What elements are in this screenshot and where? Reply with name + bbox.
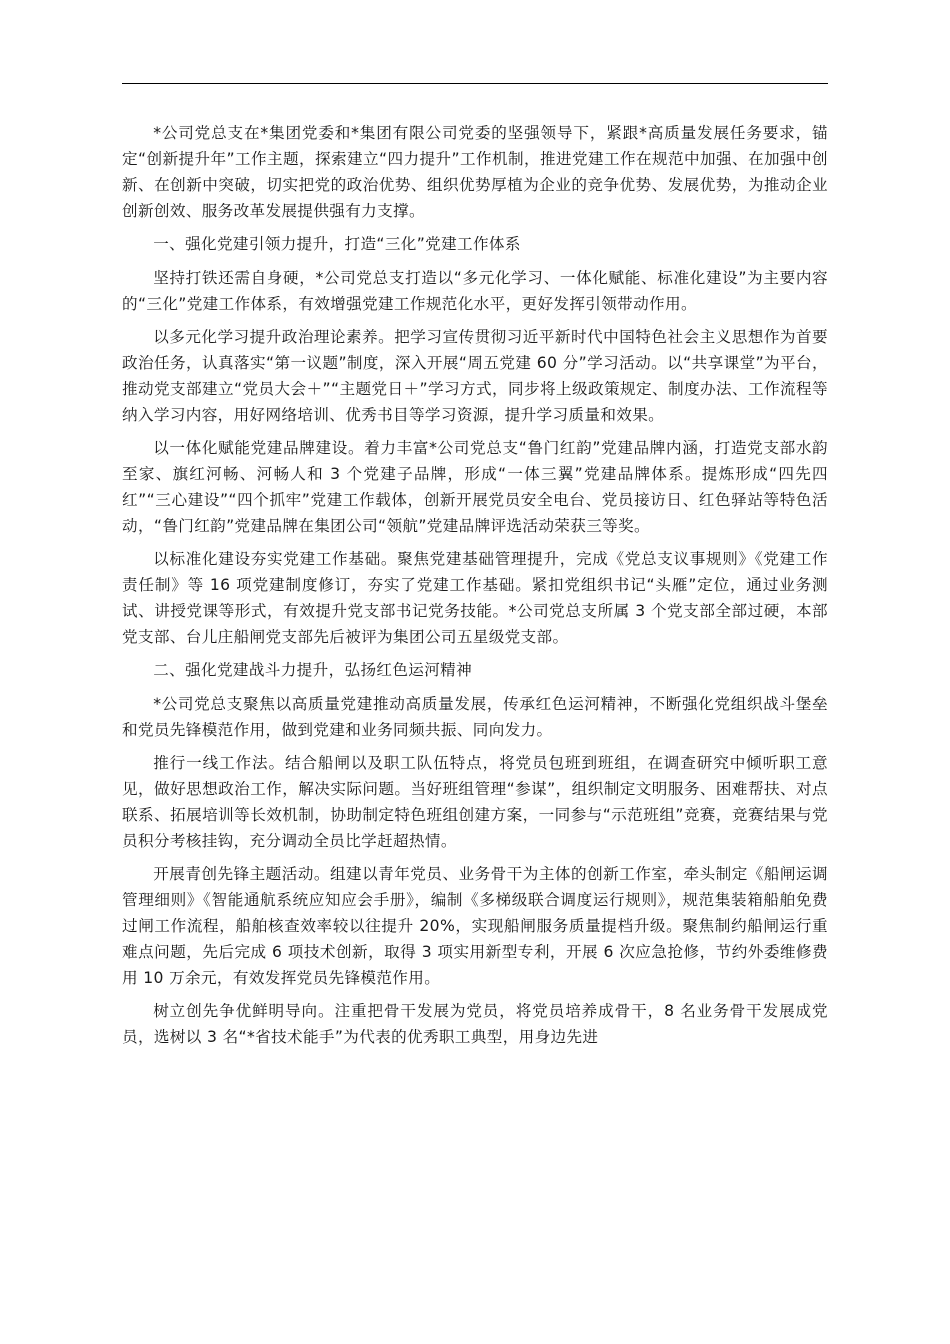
document-body <box>122 120 828 1057</box>
section-2-intro-paragraph: *公司党总支聚焦以高质量党建推动高质量发展，传承红色运河精神，不断强化党组织战斗堡垒和党员先锋模范作用，做到党建和业务同频共振、同向发力。 <box>122 695 828 739</box>
section-1-intro-paragraph: 坚持打铁还需自身硬，*公司党总支打造以“多元化学习、一体化赋能、标准化建设”为主要内容的“三化”党建工作体系，有效增强党建工作规范化水平，更好发挥引领带动作用。 <box>122 269 828 313</box>
intro-paragraph: *公司党总支在*集团党委和*集团有限公司党委的坚强领导下，紧跟*高质量发展任务要求，锚定“创新提升年”工作主题，探索建立“四力提升”工作机制，推进党建工作在规范中加强、在加强中创新、在创新中突破，切实把党的政治优势、组织优势厚植为企业的竞争优势、发展优势，为推动企业创新创效、服务改革发展提供强有力支撑。 <box>122 124 828 220</box>
header-rule <box>122 83 828 84</box>
frontline-work-method-paragraph: 推行一线工作法。结合船闸以及职工队伍特点，将党员包班到班组，在调查研究中倾听职工意见，做好思想政治工作，解决实际问题。当好班组管理“参谋”，组织制定文明服务、困难帮扶、对点联系、拓展培训等长效机制，协助制定特色班组创建方案，一同参与“示范班组”竞赛，竞赛结果与党员积分考核挂钩，充分调动全员比学赶超热情。 <box>122 754 828 850</box>
section-heading-1: 一、强化党建引领力提升，打造“三化”党建工作体系 <box>153 235 521 253</box>
standardized-construction-paragraph: 以标准化建设夯实党建工作基础。聚焦党建基础管理提升，完成《党总支议事规则》《党建工作责任制》等 16 项党建制度修订，夯实了党建工作基础。紧扣党组织书记“头雁”定位，通过业务测试、讲授党课等形式，有效提升党支部书记党务技能。*公司党总支所属 3 个党支部全部过硬，本部党支部、台儿庄船闸党支部先后被评为集团公司五星级党支部。 <box>122 550 828 646</box>
diversified-learning-paragraph: 以多元化学习提升政治理论素养。把学习宣传贯彻习近平新时代中国特色社会主义思想作为首要政治任务，认真落实“第一议题”制度，深入开展“周五党建 60 分”学习活动。以“共享课堂”为平台，推动党支部建立“党员大会＋”“主题党日＋”学习方式，同步将上级政策规定、制度办法、工作流程等纳入学习内容，用好网络培训、优秀书目等学习资源，提升学习质量和效果。 <box>122 328 828 424</box>
integrated-empowerment-paragraph: 以一体化赋能党建品牌建设。着力丰富*公司党总支“鲁门红韵”党建品牌内涵，打造党支部水韵至家、旗红河畅、河畅人和 3 个党建子品牌，形成“一体三翼”党建品牌体系。提炼形成“四先四红”“三心建设”“四个抓牢”党建工作载体，创新开展党员安全电台、党员接访日、红色驿站等特色活动，“鲁门红韵”党建品牌在集团公司“领航”党建品牌评选活动荣获三等奖。 <box>122 439 828 535</box>
section-heading-2: 二、强化党建战斗力提升，弘扬红色运河精神 <box>153 661 473 679</box>
youth-pioneer-paragraph: 开展青创先锋主题活动。组建以青年党员、业务骨干为主体的创新工作室，牵头制定《船闸运调管理细则》《智能通航系统应知应会手册》，编制《多梯级联合调度运行规则》，规范集装箱船舶免费过闸工作流程，船舶核查效率较以往提升 20%，实现船闸服务质量提档升级。聚焦制约船闸运行重难点问题，先后完成 6 项技术创新，取得 3 项实用新型专利，开展 6 次应急抢修，节约外委维修费用 10 万余元，有效发挥党员先锋模范作用。 <box>122 865 828 987</box>
excellence-orientation-paragraph: 树立创先争优鲜明导向。注重把骨干发展为党员，将党员培养成骨干，8 名业务骨干发展成党员，选树以 3 名“*省技术能手”为代表的优秀职工典型，用身边先进 <box>122 1002 828 1046</box>
